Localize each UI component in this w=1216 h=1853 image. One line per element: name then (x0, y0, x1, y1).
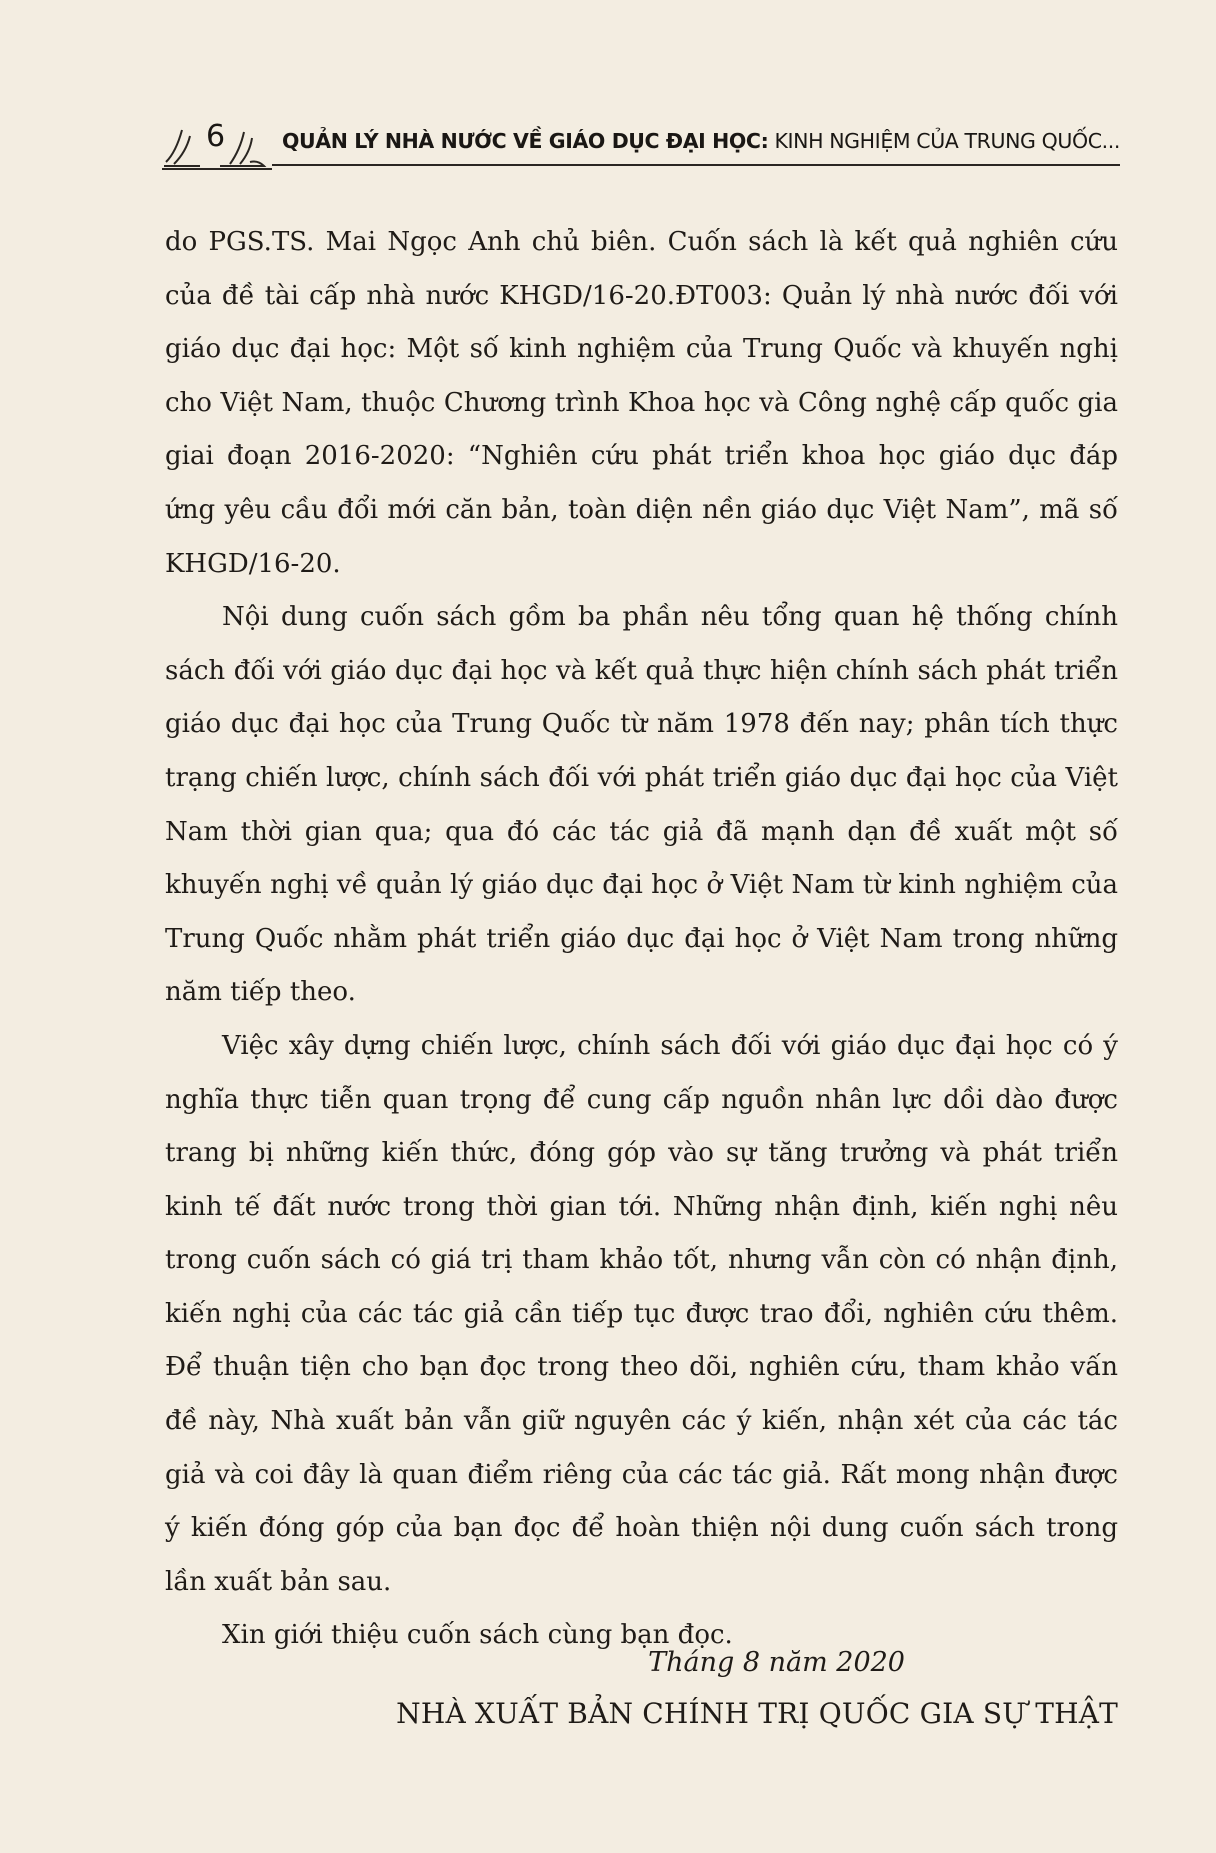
body-text (165, 216, 1118, 1663)
paragraph-4: Xin giới thiệu cuốn sách cùng bạn đọc. (222, 1620, 733, 1651)
signoff-date: Tháng 8 năm 2020 (648, 1647, 905, 1678)
running-header (160, 118, 1120, 170)
running-title (282, 128, 1120, 154)
page-number: 6 (206, 119, 226, 154)
running-title-bold: QUẢN LÝ NHÀ NƯỚC VỀ GIÁO DỤC ĐẠI HỌC: (282, 129, 769, 153)
running-title-regular: KINH NGHIỆM CỦA TRUNG QUỐC... (768, 129, 1120, 153)
paragraph-1: do PGS.TS. Mai Ngọc Anh chủ biên. Cuốn sách là kết quả nghiên cứu của đề tài cấp nhà nước KHGD/16-20.ĐT003: Quản lý nhà nước đối với giáo dục đại học: Một số kinh nghiệm của Trung Quốc và khuyến nghị cho Việt Nam, thuộc Chương trình Khoa học và Công nghệ cấp quốc gia giai đoạn 2016-2020: “Nghiên cứu phát triển khoa học giáo dục đáp ứng yêu cầu đổi mới căn bản, toàn diện nền giáo dục Việt Nam”, mã số KHGD/16-20. (165, 227, 1118, 579)
paragraph-2: Nội dung cuốn sách gồm ba phần nêu tổng quan hệ thống chính sách đối với giáo dục đại học và kết quả thực hiện chính sách phát triển giáo dục đại học của Trung Quốc từ năm 1978 đến nay; phân tích thực trạng chiến lược, chính sách đối với phát triển giáo dục đại học của Việt Nam thời gian qua; qua đó các tác giả đã mạnh dạn đề xuất một số khuyến nghị về quản lý giáo dục đại học ở Việt Nam từ kinh nghiệm của Trung Quốc nhằm phát triển giáo dục đại học ở Việt Nam trong những năm tiếp theo. (165, 602, 1118, 1008)
paragraph-3: Việc xây dựng chiến lược, chính sách đối với giáo dục đại học có ý nghĩa thực tiễn quan trọng để cung cấp nguồn nhân lực dồi dào được trang bị những kiến thức, đóng góp vào sự tăng trưởng và phát triển kinh tế đất nước trong thời gian tới. Những nhận định, kiến nghị nêu trong cuốn sách có giá trị tham khảo tốt, nhưng vẫn còn có nhận định, kiến nghị của các tác giả cần tiếp tục được trao đổi, nghiên cứu thêm. Để thuận tiện cho bạn đọc trong theo dõi, nghiên cứu, tham khảo vấn đề này, Nhà xuất bản vẫn giữ nguyên các ý kiến, nhận xét của các tác giả và coi đây là quan điểm riêng của các tác giả. Rất mong nhận được ý kiến đóng góp của bạn đọc để hoàn thiện nội dung cuốn sách trong lần xuất bản sau. (165, 1030, 1118, 1597)
signoff-publisher: NHÀ XUẤT BẢN CHÍNH TRỊ QUỐC GIA SỰ THẬT (396, 1697, 1118, 1730)
header-rule (272, 164, 1120, 166)
